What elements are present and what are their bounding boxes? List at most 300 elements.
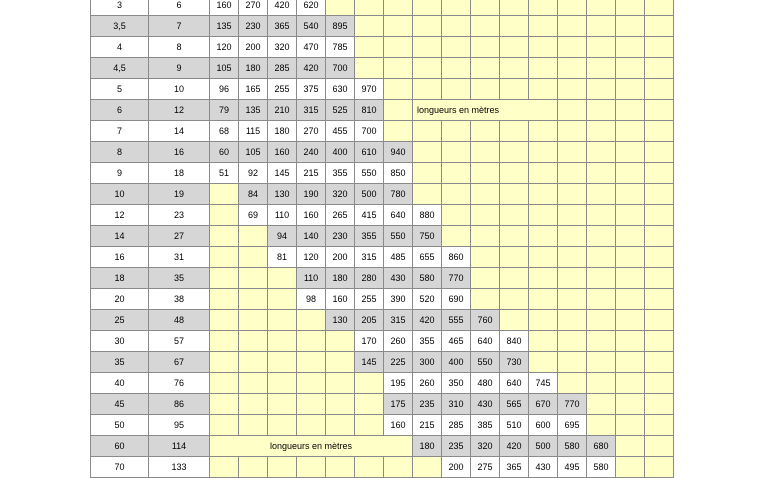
empty-cell: [384, 37, 413, 58]
length-value-cell: 640: [384, 205, 413, 226]
empty-cell: [587, 58, 616, 79]
empty-cell: [587, 226, 616, 247]
empty-cell: [529, 289, 558, 310]
row-key-cell: 8: [91, 142, 149, 163]
length-value-cell: 940: [384, 142, 413, 163]
empty-cell: [645, 415, 674, 436]
length-value-cell: 540: [297, 16, 326, 37]
length-value-cell: 260: [384, 331, 413, 352]
empty-cell: [239, 457, 268, 478]
row-key-cell: 6: [91, 100, 149, 121]
empty-cell: [500, 268, 529, 289]
empty-cell: [413, 184, 442, 205]
empty-cell: [587, 289, 616, 310]
row-key-cell: 19: [149, 184, 210, 205]
empty-cell: [645, 352, 674, 373]
table-row: [91, 373, 674, 394]
length-value-cell: 810: [355, 100, 384, 121]
empty-cell: [645, 436, 674, 457]
empty-cell: [558, 352, 587, 373]
length-value-cell: 355: [413, 331, 442, 352]
empty-cell: [471, 289, 500, 310]
empty-cell: [384, 100, 413, 121]
empty-cell: [587, 142, 616, 163]
empty-cell: [268, 415, 297, 436]
length-value-cell: 320: [471, 436, 500, 457]
empty-cell: [529, 79, 558, 100]
row-key-cell: 4: [91, 37, 149, 58]
length-value-cell: 510: [500, 415, 529, 436]
length-value-cell: 200: [442, 457, 471, 478]
empty-cell: [616, 184, 645, 205]
length-value-cell: 420: [297, 58, 326, 79]
length-value-cell: 350: [442, 373, 471, 394]
length-value-cell: 110: [268, 205, 297, 226]
length-value-cell: 115: [239, 121, 268, 142]
empty-cell: [355, 37, 384, 58]
length-value-cell: 420: [268, 0, 297, 16]
length-value-cell: 690: [442, 289, 471, 310]
empty-cell: [500, 142, 529, 163]
empty-cell: [413, 142, 442, 163]
length-value-cell: 160: [297, 205, 326, 226]
length-value-cell: 235: [442, 436, 471, 457]
length-value-cell: 285: [268, 58, 297, 79]
empty-cell: [587, 79, 616, 100]
table-body: [91, 0, 674, 478]
cable-length-table: [90, 0, 674, 478]
empty-cell: [616, 436, 645, 457]
length-value-cell: 315: [355, 247, 384, 268]
empty-cell: [210, 331, 239, 352]
length-value-cell: 500: [355, 184, 384, 205]
empty-cell: [645, 226, 674, 247]
empty-cell: [558, 100, 587, 121]
empty-cell: [326, 331, 355, 352]
length-value-cell: 275: [471, 457, 500, 478]
row-key-cell: 86: [149, 394, 210, 415]
length-value-cell: 92: [239, 163, 268, 184]
length-value-cell: 745: [529, 373, 558, 394]
length-value-cell: 230: [239, 16, 268, 37]
empty-cell: [645, 457, 674, 478]
length-value-cell: 285: [442, 415, 471, 436]
empty-cell: [616, 205, 645, 226]
empty-cell: [239, 331, 268, 352]
empty-cell: [297, 457, 326, 478]
empty-cell: [239, 373, 268, 394]
table-row: [91, 163, 674, 184]
empty-cell: [645, 373, 674, 394]
empty-cell: [500, 289, 529, 310]
empty-cell: [558, 268, 587, 289]
empty-cell: [587, 268, 616, 289]
row-key-cell: 14: [91, 226, 149, 247]
empty-cell: [587, 352, 616, 373]
empty-cell: [210, 457, 239, 478]
empty-cell: [355, 394, 384, 415]
row-key-cell: 5: [91, 79, 149, 100]
length-value-cell: 860: [442, 247, 471, 268]
empty-cell: [210, 184, 239, 205]
empty-cell: [529, 205, 558, 226]
empty-cell: [645, 58, 674, 79]
empty-cell: [239, 289, 268, 310]
length-value-cell: 190: [297, 184, 326, 205]
empty-cell: [616, 163, 645, 184]
length-value-cell: 180: [268, 121, 297, 142]
empty-cell: [210, 205, 239, 226]
empty-cell: [558, 58, 587, 79]
empty-cell: [268, 289, 297, 310]
empty-cell: [210, 415, 239, 436]
empty-cell: [471, 79, 500, 100]
empty-cell: [413, 163, 442, 184]
length-value-cell: 520: [413, 289, 442, 310]
row-key-cell: 35: [149, 268, 210, 289]
length-value-cell: 375: [297, 79, 326, 100]
empty-cell: [297, 310, 326, 331]
empty-cell: [587, 205, 616, 226]
empty-cell: [297, 373, 326, 394]
empty-cell: [500, 247, 529, 268]
row-key-cell: 12: [149, 100, 210, 121]
empty-cell: [558, 373, 587, 394]
row-key-cell: 9: [149, 58, 210, 79]
table-row: [91, 142, 674, 163]
empty-cell: [645, 37, 674, 58]
length-value-cell: 640: [500, 373, 529, 394]
empty-cell: [500, 226, 529, 247]
empty-cell: [268, 352, 297, 373]
length-value-cell: 600: [529, 415, 558, 436]
table-row: [91, 331, 674, 352]
length-value-cell: 160: [384, 415, 413, 436]
empty-cell: [645, 163, 674, 184]
length-value-cell: 430: [471, 394, 500, 415]
empty-cell: [587, 394, 616, 415]
empty-cell: [239, 247, 268, 268]
length-value-cell: 850: [384, 163, 413, 184]
length-value-cell: 315: [297, 100, 326, 121]
empty-cell: [558, 79, 587, 100]
table-row: [91, 457, 674, 478]
empty-cell: [645, 268, 674, 289]
length-value-cell: 750: [413, 226, 442, 247]
empty-cell: [529, 142, 558, 163]
length-value-cell: 195: [384, 373, 413, 394]
table-row: [91, 58, 674, 79]
empty-cell: [442, 163, 471, 184]
length-value-cell: 550: [384, 226, 413, 247]
empty-cell: [558, 163, 587, 184]
table-row: [91, 394, 674, 415]
empty-cell: [355, 373, 384, 394]
empty-cell: [500, 0, 529, 16]
length-value-cell: 655: [413, 247, 442, 268]
length-value-cell: 79: [210, 100, 239, 121]
table-row: [91, 247, 674, 268]
empty-cell: [616, 373, 645, 394]
empty-cell: [616, 79, 645, 100]
length-value-cell: 60: [210, 142, 239, 163]
empty-cell: [529, 352, 558, 373]
row-key-cell: 45: [91, 394, 149, 415]
row-key-cell: 10: [91, 184, 149, 205]
length-value-cell: 400: [326, 142, 355, 163]
empty-cell: [616, 247, 645, 268]
empty-cell: [616, 0, 645, 16]
length-value-cell: 230: [326, 226, 355, 247]
row-key-cell: 50: [91, 415, 149, 436]
length-value-cell: 105: [239, 142, 268, 163]
empty-cell: [645, 184, 674, 205]
empty-cell: [587, 331, 616, 352]
empty-cell: [297, 415, 326, 436]
length-value-cell: 145: [355, 352, 384, 373]
empty-cell: [355, 0, 384, 16]
empty-cell: [616, 100, 645, 121]
length-value-cell: 840: [500, 331, 529, 352]
row-key-cell: 3,5: [91, 16, 149, 37]
length-value-cell: 135: [210, 16, 239, 37]
row-key-cell: 18: [149, 163, 210, 184]
empty-cell: [413, 457, 442, 478]
empty-cell: [355, 16, 384, 37]
empty-cell: [355, 415, 384, 436]
table-row: [91, 289, 674, 310]
empty-cell: [645, 331, 674, 352]
empty-cell: [239, 226, 268, 247]
length-value-cell: 51: [210, 163, 239, 184]
table-row: [91, 205, 674, 226]
length-value-cell: 69: [239, 205, 268, 226]
length-value-cell: 355: [326, 163, 355, 184]
empty-cell: [529, 0, 558, 16]
length-value-cell: 160: [210, 0, 239, 16]
length-value-cell: 620: [297, 0, 326, 16]
length-value-cell: 470: [297, 37, 326, 58]
empty-cell: [616, 226, 645, 247]
empty-cell: [471, 0, 500, 16]
empty-cell: [268, 373, 297, 394]
length-value-cell: 98: [297, 289, 326, 310]
empty-cell: [529, 16, 558, 37]
length-value-cell: 455: [326, 121, 355, 142]
length-value-cell: 700: [326, 58, 355, 79]
row-key-cell: 14: [149, 121, 210, 142]
empty-cell: [442, 0, 471, 16]
table-row: [91, 79, 674, 100]
row-key-cell: 31: [149, 247, 210, 268]
empty-cell: [384, 16, 413, 37]
table-row: [91, 226, 674, 247]
length-value-cell: 81: [268, 247, 297, 268]
empty-cell: [587, 415, 616, 436]
length-value-cell: 68: [210, 121, 239, 142]
empty-cell: [558, 184, 587, 205]
length-value-cell: 270: [297, 121, 326, 142]
length-value-cell: 84: [239, 184, 268, 205]
length-value-cell: 485: [384, 247, 413, 268]
length-value-cell: 180: [413, 436, 442, 457]
length-value-cell: 415: [355, 205, 384, 226]
length-value-cell: 160: [326, 289, 355, 310]
empty-cell: [471, 226, 500, 247]
empty-cell: [355, 457, 384, 478]
length-unit-label: longueurs en mètres: [210, 436, 413, 457]
length-value-cell: 215: [297, 163, 326, 184]
empty-cell: [326, 457, 355, 478]
length-value-cell: 165: [239, 79, 268, 100]
empty-cell: [471, 268, 500, 289]
row-key-cell: 4,5: [91, 58, 149, 79]
row-key-cell: 60: [91, 436, 149, 457]
table-row: [91, 100, 674, 121]
empty-cell: [326, 0, 355, 16]
length-value-cell: 780: [384, 184, 413, 205]
row-key-cell: 114: [149, 436, 210, 457]
empty-cell: [442, 121, 471, 142]
empty-cell: [384, 58, 413, 79]
empty-cell: [558, 310, 587, 331]
empty-cell: [616, 394, 645, 415]
length-value-cell: 640: [471, 331, 500, 352]
empty-cell: [616, 310, 645, 331]
empty-cell: [500, 37, 529, 58]
empty-cell: [297, 331, 326, 352]
length-value-cell: 390: [384, 289, 413, 310]
length-value-cell: 200: [239, 37, 268, 58]
empty-cell: [645, 121, 674, 142]
length-value-cell: 610: [355, 142, 384, 163]
empty-cell: [645, 310, 674, 331]
row-key-cell: 67: [149, 352, 210, 373]
table-row: [91, 184, 674, 205]
empty-cell: [529, 226, 558, 247]
length-value-cell: 550: [355, 163, 384, 184]
empty-cell: [558, 289, 587, 310]
empty-cell: [500, 16, 529, 37]
row-key-cell: 76: [149, 373, 210, 394]
empty-cell: [384, 0, 413, 16]
empty-cell: [326, 415, 355, 436]
length-value-cell: 430: [384, 268, 413, 289]
empty-cell: [384, 79, 413, 100]
empty-cell: [587, 0, 616, 16]
length-value-cell: 270: [239, 0, 268, 16]
length-unit-label: longueurs en mètres: [413, 100, 558, 121]
empty-cell: [355, 58, 384, 79]
table-row: [91, 0, 674, 16]
empty-cell: [210, 268, 239, 289]
row-key-cell: 35: [91, 352, 149, 373]
length-value-cell: 365: [500, 457, 529, 478]
empty-cell: [558, 121, 587, 142]
length-value-cell: 120: [210, 37, 239, 58]
empty-cell: [500, 163, 529, 184]
length-value-cell: 120: [297, 247, 326, 268]
empty-cell: [442, 205, 471, 226]
empty-cell: [645, 79, 674, 100]
row-key-cell: 70: [91, 457, 149, 478]
empty-cell: [210, 289, 239, 310]
empty-cell: [500, 310, 529, 331]
length-value-cell: 265: [326, 205, 355, 226]
empty-cell: [587, 16, 616, 37]
length-value-cell: 105: [210, 58, 239, 79]
length-value-cell: 970: [355, 79, 384, 100]
length-value-cell: 200: [326, 247, 355, 268]
length-value-cell: 420: [413, 310, 442, 331]
empty-cell: [442, 142, 471, 163]
length-value-cell: 670: [529, 394, 558, 415]
empty-cell: [500, 79, 529, 100]
empty-cell: [297, 352, 326, 373]
empty-cell: [529, 268, 558, 289]
length-value-cell: 210: [268, 100, 297, 121]
row-key-cell: 40: [91, 373, 149, 394]
row-key-cell: 27: [149, 226, 210, 247]
empty-cell: [413, 16, 442, 37]
row-key-cell: 20: [91, 289, 149, 310]
row-key-cell: 23: [149, 205, 210, 226]
length-value-cell: 365: [268, 16, 297, 37]
length-value-cell: 96: [210, 79, 239, 100]
table-row: [91, 310, 674, 331]
length-value-cell: 895: [326, 16, 355, 37]
length-value-cell: 205: [355, 310, 384, 331]
empty-cell: [442, 226, 471, 247]
empty-cell: [587, 100, 616, 121]
length-value-cell: 355: [355, 226, 384, 247]
empty-cell: [558, 16, 587, 37]
empty-cell: [413, 58, 442, 79]
empty-cell: [616, 289, 645, 310]
empty-cell: [500, 121, 529, 142]
empty-cell: [529, 310, 558, 331]
empty-cell: [587, 184, 616, 205]
empty-cell: [616, 142, 645, 163]
empty-cell: [413, 0, 442, 16]
row-key-cell: 7: [91, 121, 149, 142]
empty-cell: [616, 121, 645, 142]
length-value-cell: 420: [500, 436, 529, 457]
length-value-cell: 310: [442, 394, 471, 415]
empty-cell: [471, 205, 500, 226]
empty-cell: [587, 37, 616, 58]
empty-cell: [645, 394, 674, 415]
empty-cell: [239, 310, 268, 331]
empty-cell: [616, 268, 645, 289]
empty-cell: [442, 16, 471, 37]
empty-cell: [471, 58, 500, 79]
empty-cell: [616, 457, 645, 478]
empty-cell: [529, 37, 558, 58]
empty-cell: [442, 79, 471, 100]
row-key-cell: 18: [91, 268, 149, 289]
length-value-cell: 630: [326, 79, 355, 100]
row-key-cell: 12: [91, 205, 149, 226]
row-key-cell: 38: [149, 289, 210, 310]
row-key-cell: 48: [149, 310, 210, 331]
row-key-cell: 25: [91, 310, 149, 331]
empty-cell: [268, 457, 297, 478]
length-value-cell: 300: [413, 352, 442, 373]
row-key-cell: 7: [149, 16, 210, 37]
empty-cell: [645, 247, 674, 268]
length-value-cell: 580: [413, 268, 442, 289]
